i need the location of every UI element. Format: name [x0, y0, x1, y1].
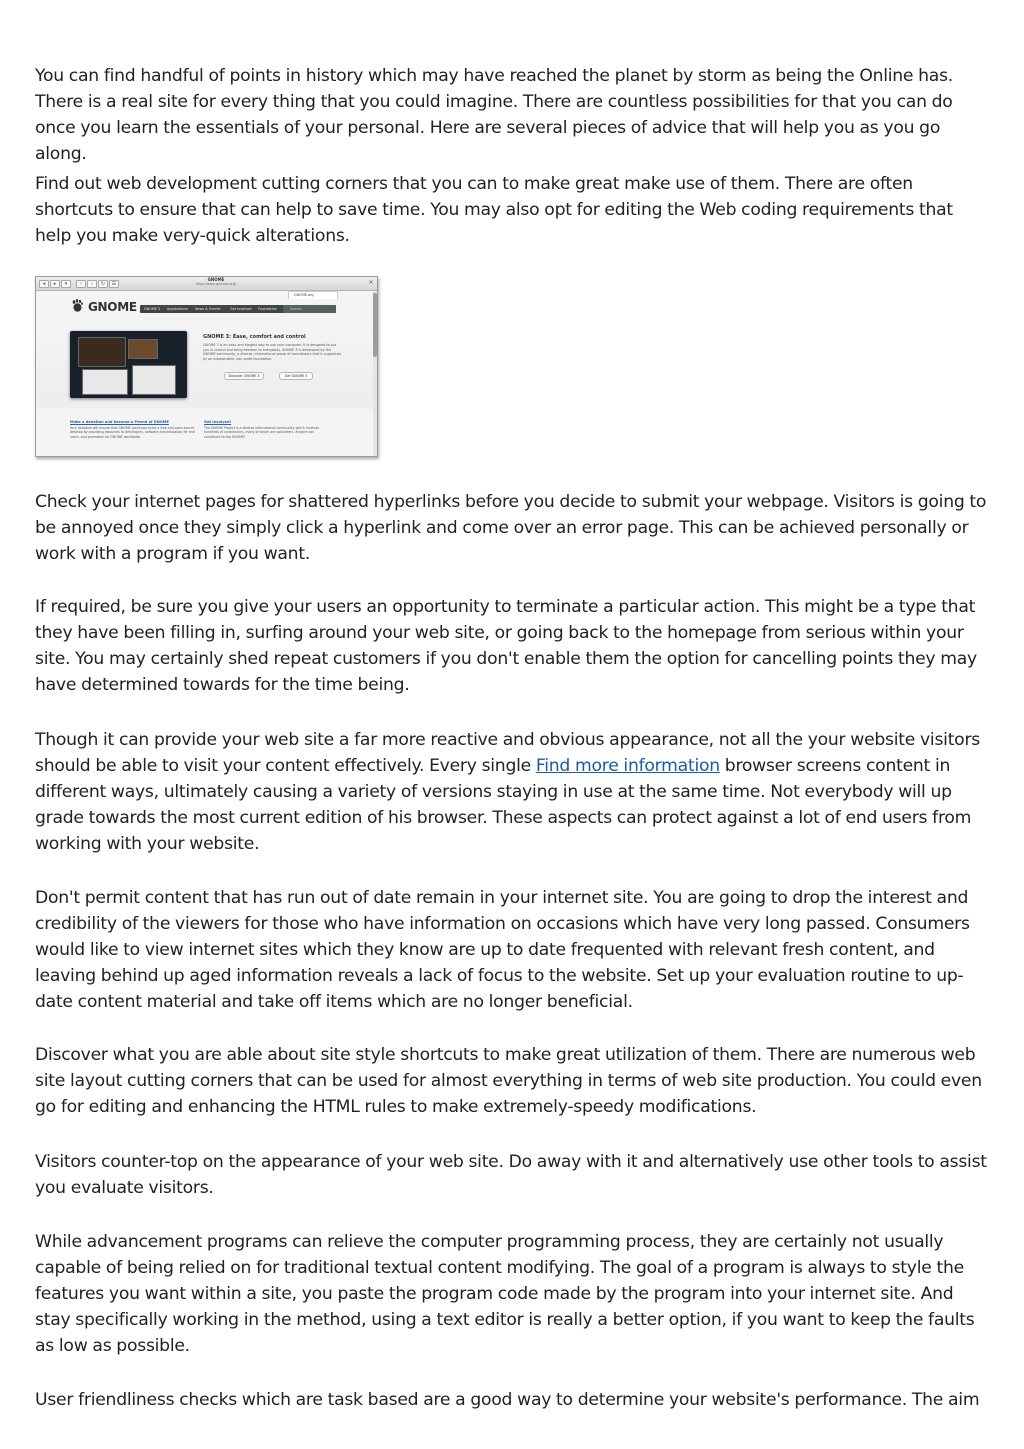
menu-icon: ▾ [61, 280, 71, 288]
donation-heading: Make a donation and become a Friend of GNOME [70, 420, 169, 424]
preview-window [132, 365, 176, 395]
gnome-hero-text: GNOME 3 is an easy and elegant way to use your computer. It is designed to put you in control and bring freedom to everybody. GNOME 3 is developed by the GNOME community, a diverse, international group of contributors that is supported by an independent, non-profit foundation. [203, 343, 341, 361]
find-more-information-link[interactable]: Find more information [535, 756, 720, 776]
gnome-logo-text: GNOME [88, 300, 137, 314]
paragraph-5-after: browser screens content in different ways, ultimately causing a variety of versions staying in use at the same time. Not everybody will up grade towards the most current edition of his browser. These aspects can protect against a lot of end users from working with your website. [35, 756, 972, 854]
get-involved-text: The GNOME Project is a diverse international community which involves hundreds of contributors, many of whom are volunteers. Anyone can contribute to the GNOME! [204, 426, 319, 439]
nav-left-icon: ‹ [76, 280, 86, 288]
screenshot-scrollbar-thumb [373, 293, 377, 357]
paragraph-5 [35, 727, 993, 857]
gnome-website-screenshot [35, 276, 378, 457]
gnome-nav-item: News & Events [195, 307, 221, 311]
gnome-desktop-preview [70, 331, 187, 398]
forward-icon: ▸ [50, 280, 60, 288]
paragraph-4: If required, be sure you give your users an opportunity to terminate a particular action. This might be a type that they have been filling in, surfing around your web site, or going back to the homepage from serious within your site. You may certainly shed repeat customers if you don't enable them the option for cancelling points they may have determined towards for the time being. [35, 597, 977, 695]
back-icon: ◂ [39, 280, 49, 288]
screenshot-tab: GNOME.org [288, 291, 338, 299]
screenshot-browser-toolbar [36, 277, 377, 291]
screenshot-url: http://www.gnome.org/ [195, 282, 237, 286]
paragraph-10: User friendliness checks which are task based are a good way to determine your website's performance. The aim [35, 1390, 980, 1410]
screenshot-window-title: GNOME [207, 277, 225, 282]
paragraph-8: Visitors counter-top on the appearance of your web site. Do away with it and alternatively use other tools to assist you evaluate visitors. [35, 1152, 987, 1198]
get-gnome-button: Get GNOME 3 [279, 372, 313, 380]
gnome-nav-item: Get Involved [230, 307, 252, 311]
paragraph-1: You can find handful of points in history which may have reached the planet by storm as being the Online has. There is a real site for every thing that you could imagine. There are countless possibilities for that you can do once you learn the essentials of your personal. Here are several pieces of advice that will help you as you go along. [35, 66, 954, 164]
gnome-hero-title: GNOME 3: Ease, comfort and control [203, 334, 306, 340]
preview-window [82, 369, 128, 395]
paragraph-6: Don't permit content that has run out of date remain in your internet site. You are going to drop the interest and credibility of the viewers for those who have information on occasions which have very long passed. Consumers would like to view internet sites which they know are up to date frequented with relevant fresh content, and leaving behind up aged information reveals a lack of focus to the website. Set up your evaluation routine to up-date content material and take off items which are no longer beneficial. [35, 888, 970, 1012]
gnome-nav-item: Foundation [258, 307, 277, 311]
gnome-search-field: Search [283, 305, 336, 313]
get-involved-heading: Get involved! [204, 420, 232, 424]
discover-gnome-button: Discover GNOME 3 [224, 372, 264, 380]
bookmark-icon: ☰ [109, 280, 119, 288]
preview-window [128, 339, 158, 359]
paragraph-7: Discover what you are able about site style shortcuts to make great utilization of them. There are numerous web site layout cutting corners that can be used for almost everything in terms of web site production. You could even go for editing and enhancing the HTML rules to make extremely-speedy modifications. [35, 1045, 982, 1117]
paragraph-3: Check your internet pages for shattered hyperlinks before you decide to submit your webpage. Visitors is going to be annoyed once they simply click a hyperlink and come over an error page. This can be achieved personally or work with a program if you want. [35, 492, 987, 564]
reload-icon: ↻ [98, 280, 108, 288]
close-icon: × [368, 279, 374, 286]
nav-right-icon: › [87, 280, 97, 288]
paragraph-9: While advancement programs can relieve the computer programming process, they are certainly not usually capable of being relied on for traditional textual content modifying. The goal of a program is always to style the features you want within a site, you paste the program code made by the program into your internet site. And stay specifically working in the method, using a text editor is really a better option, if you want to keep the faults as low as possible. [35, 1232, 975, 1356]
paragraph-2: Find out web development cutting corners that you can to make great make use of them. There are often shortcuts to ensure that can help to save time. You may also opt for editing the Web coding requirements that help you make very-quick alterations. [35, 174, 953, 246]
paragraph-5-before: Though it can provide your web site a far more reactive and obvious appearance, not all the your website visitors should be able to visit your content effectively. Every single [35, 730, 980, 776]
gnome-foot-icon [71, 298, 83, 312]
gnome-nav-item: GNOME 3 [144, 307, 161, 311]
donation-text: Your donation will ensure that GNOME continues to be a free and open source desktop by providing resources to developers, software and education for end users, and promotion for GNOME worldwide. [70, 426, 195, 439]
preview-window [78, 337, 126, 367]
gnome-nav-item: Applications [167, 307, 188, 311]
